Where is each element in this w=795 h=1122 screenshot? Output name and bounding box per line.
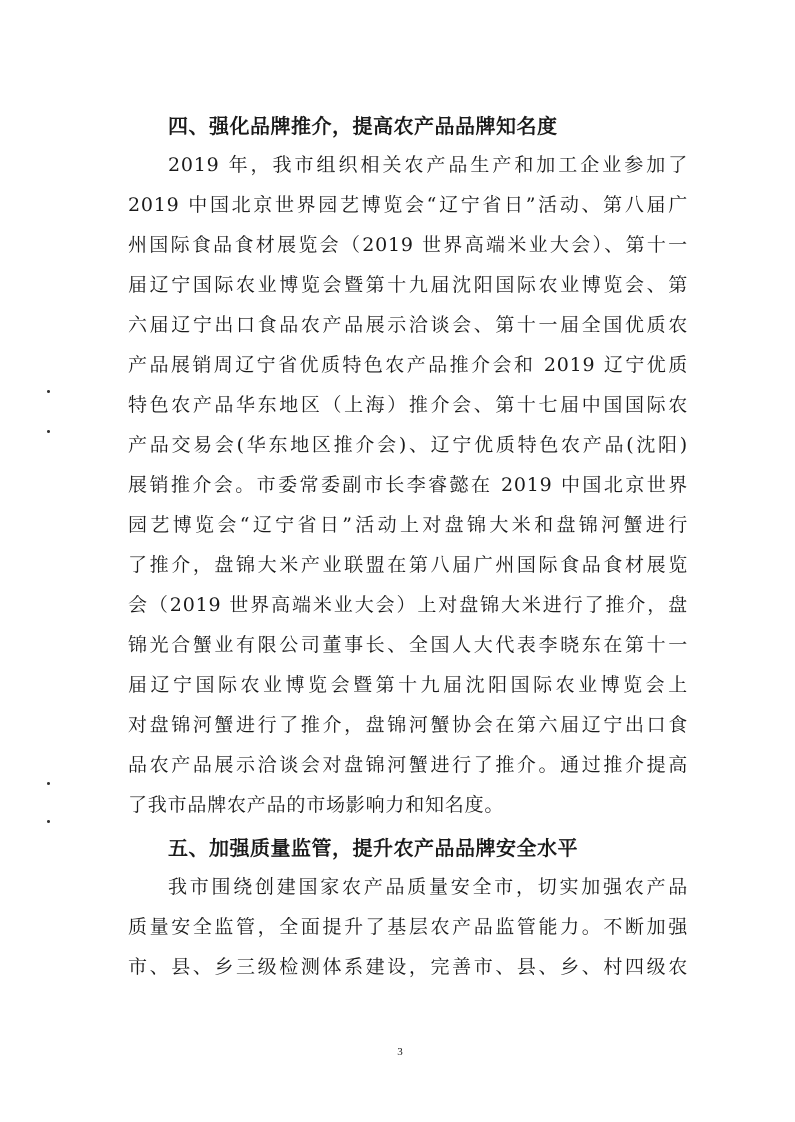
paragraph-line: 特色农产品华东地区（上海）推介会、第十七届中国国际农 (128, 394, 688, 416)
scan-mark (47, 782, 50, 785)
paragraph-line: 产品交易会(华东地区推介会)、辽宁优质特色农产品(沈阳) (128, 434, 688, 456)
paragraph-line: 了我市品牌农产品的市场影响力和知名度。 (128, 794, 505, 816)
paragraph-line: 届辽宁国际农业博览会暨第十九届沈阳国际农业博览会、第 (128, 274, 688, 296)
paragraph-line: 会（2019 世界高端米业大会）上对盘锦大米进行了推介，盘 (128, 594, 688, 616)
section-heading-4: 四、强化品牌推介，提高农产品品牌知名度 (168, 114, 558, 138)
paragraph-line: 州国际食品食材展览会（2019 世界高端米业大会）、第十一 (128, 234, 688, 256)
paragraph-line: 品农产品展示洽谈会对盘锦河蟹进行了推介。通过推介提高 (128, 754, 688, 776)
page-number: 3 (397, 1046, 403, 1058)
scan-mark (47, 430, 50, 433)
paragraph-line: 质量安全监管，全面提升了基层农产品监管能力。不断加强 (128, 916, 688, 938)
paragraph-line: 市、县、乡三级检测体系建设，完善市、县、乡、村四级农 (128, 956, 688, 978)
paragraph-line: 了推介，盘锦大米产业联盟在第八届广州国际食品食材展览 (128, 554, 688, 576)
scan-mark (47, 390, 50, 393)
section-heading-5: 五、加强质量监管，提升农产品品牌安全水平 (168, 836, 578, 860)
paragraph-line: 2019 年，我市组织相关农产品生产和加工企业参加了 (168, 154, 688, 176)
paragraph-line: 六届辽宁出口食品农产品展示洽谈会、第十一届全国优质农 (128, 314, 688, 336)
paragraph-line: 产品展销周辽宁省优质特色农产品推介会和 2019 辽宁优质 (128, 354, 688, 376)
paragraph-line: 园艺博览会“辽宁省日”活动上对盘锦大米和盘锦河蟹进行 (128, 514, 688, 536)
paragraph-line: 展销推介会。市委常委副市长李睿懿在 2019 中国北京世界 (128, 474, 688, 496)
scan-mark (47, 820, 50, 823)
paragraph-line: 届辽宁国际农业博览会暨第十九届沈阳国际农业博览会上 (128, 674, 688, 696)
paragraph-line: 锦光合蟹业有限公司董事长、全国人大代表李晓东在第十一 (128, 634, 688, 656)
paragraph-line: 2019 中国北京世界园艺博览会“辽宁省日”活动、第八届广 (128, 194, 688, 216)
paragraph-line: 对盘锦河蟹进行了推介，盘锦河蟹协会在第六届辽宁出口食 (128, 714, 688, 736)
paragraph-line: 我市围绕创建国家农产品质量安全市，切实加强农产品 (168, 876, 688, 898)
